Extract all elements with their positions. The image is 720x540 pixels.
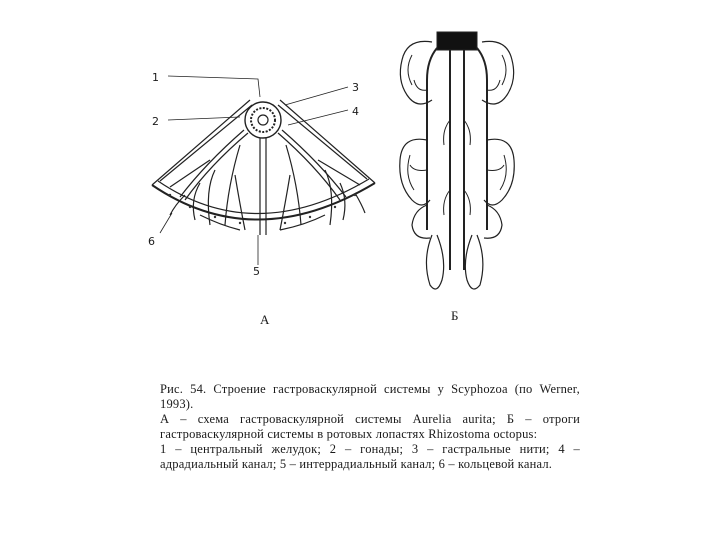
caption-body: А – схема гастроваскулярной системы Aurelia aurita; Б – отроги гастроваскулярной системы в ротовых лопастях Rhizostoma octopus:	[160, 412, 580, 441]
figure-b-rhizostoma-diagram	[392, 20, 532, 323]
callout-5: 5	[253, 265, 260, 278]
panel-label-b: Б	[451, 308, 459, 323]
adradial-canal-left	[185, 133, 248, 200]
terminal-club-right	[465, 235, 483, 289]
callout-3: 3	[352, 81, 359, 94]
panel-label-a: A	[260, 312, 270, 327]
terminal-club-left	[426, 235, 443, 289]
caption-legend: 1 – центральный желудок; 2 – гонады; 3 – гастральные нити; 4 – адрадиальный канал; 5 – интеррадиальный канал; 6 – кольцевой канал.	[160, 442, 580, 471]
gonad-ring	[251, 108, 275, 132]
ring-canal-outer	[152, 183, 375, 220]
caption-title: Рис. 54. Строение гастроваскулярной системы у Scyphozoa (по Werner, 1993).	[160, 382, 580, 411]
callout-2: 2	[152, 115, 159, 128]
central-stomach-dark	[437, 32, 477, 50]
callout-1: 1	[152, 71, 159, 84]
sector-edge-left-inner	[160, 105, 252, 181]
figure-a-aurelia-diagram	[140, 65, 390, 340]
figure-caption	[160, 382, 580, 472]
callout-6: 6	[148, 235, 155, 248]
callout-4: 4	[352, 105, 359, 118]
rhizostoma-lobes-drawing	[392, 20, 532, 320]
